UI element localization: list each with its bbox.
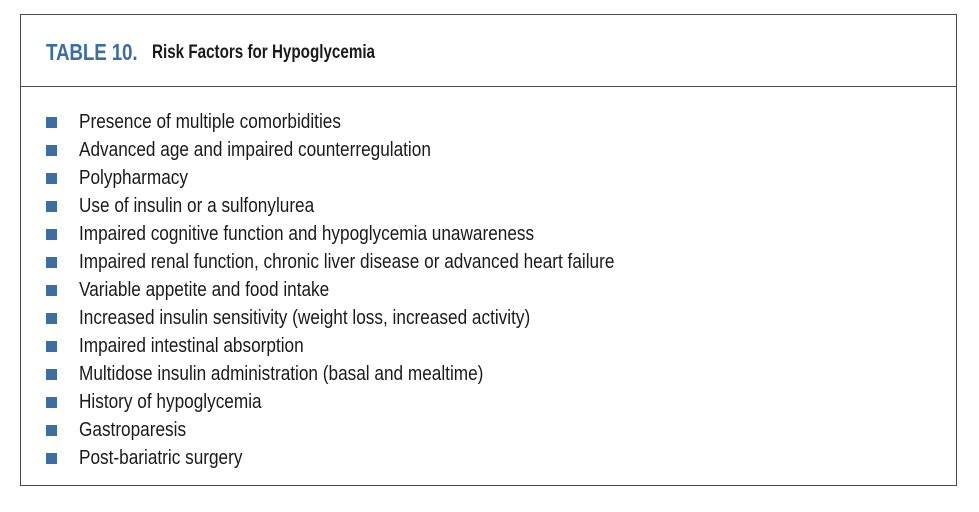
list-item — [21, 276, 956, 304]
list-item-text: Variable appetite and food intake — [79, 278, 330, 301]
list-item-text: Polypharmacy — [79, 166, 188, 189]
table-box — [20, 14, 957, 486]
list-item — [21, 360, 956, 388]
list-item — [21, 416, 956, 444]
list-item-text: Post-bariatric surgery — [79, 446, 243, 469]
list-item — [21, 220, 956, 248]
square-bullet-icon — [46, 397, 57, 408]
list-item-text: Impaired cognitive function and hypoglycemia unawareness — [79, 222, 535, 245]
square-bullet-icon — [46, 117, 57, 128]
list-item — [21, 332, 956, 360]
square-bullet-icon — [46, 341, 57, 352]
list-item — [21, 444, 956, 472]
list-item-text: Increased insulin sensitivity (weight loss, increased activity) — [79, 306, 531, 329]
risk-factor-list — [21, 108, 956, 472]
list-item-text: Presence of multiple comorbidities — [79, 110, 341, 133]
list-item — [21, 108, 956, 136]
list-item-text: Impaired intestinal absorption — [79, 334, 304, 357]
list-item-text: Use of insulin or a sulfonylurea — [79, 194, 315, 217]
square-bullet-icon — [46, 425, 57, 436]
list-item-text: Gastroparesis — [79, 418, 187, 441]
square-bullet-icon — [46, 285, 57, 296]
list-item-text: History of hypoglycemia — [79, 390, 262, 413]
list-item — [21, 248, 956, 276]
square-bullet-icon — [46, 257, 57, 268]
square-bullet-icon — [46, 313, 57, 324]
square-bullet-icon — [46, 453, 57, 464]
square-bullet-icon — [46, 145, 57, 156]
square-bullet-icon — [46, 201, 57, 212]
table-number: TABLE 10. — [46, 39, 138, 65]
square-bullet-icon — [46, 369, 57, 380]
list-item — [21, 192, 956, 220]
table-title: Risk Factors for Hypoglycemia — [151, 41, 375, 63]
square-bullet-icon — [46, 173, 57, 184]
list-item-text: Multidose insulin administration (basal and mealtime) — [79, 362, 484, 385]
table-header — [21, 15, 956, 87]
square-bullet-icon — [46, 229, 57, 240]
list-item — [21, 388, 956, 416]
list-item-text: Advanced age and impaired counterregulation — [79, 138, 431, 161]
list-item-text: Impaired renal function, chronic liver disease or advanced heart failure — [79, 250, 615, 273]
list-item — [21, 136, 956, 164]
list-item — [21, 304, 956, 332]
list-item — [21, 164, 956, 192]
